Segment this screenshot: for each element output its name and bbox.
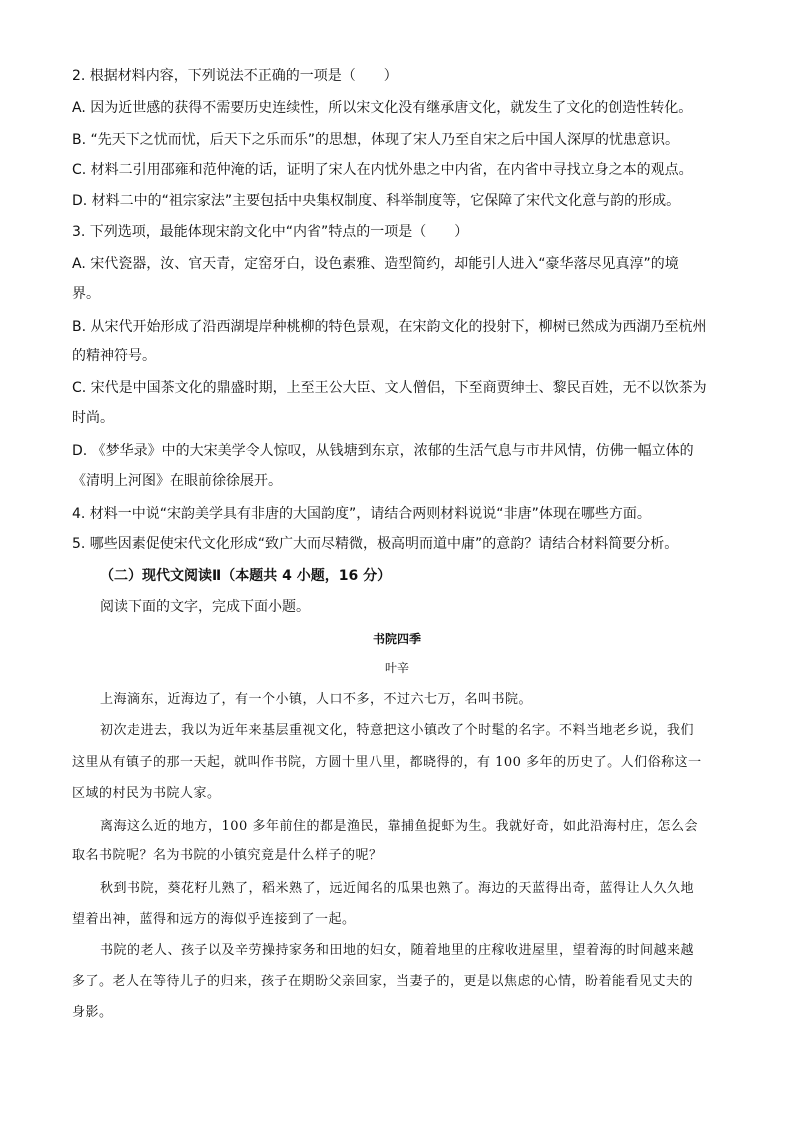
story-author: 叶辛	[384, 661, 409, 675]
question-2-option-c: C. 材料二引用邵雍和范仲淹的话，证明了宋人在内忧外患之中内省，在内省中寻找立身之本的观点。	[72, 162, 693, 178]
story-paragraph-1: 上海滴东，近海边了，有一个小镇，人口不多，不过六七万，名叫书院。	[100, 692, 533, 707]
question-3-option-d-cont: 《清明上河图》在眼前徐徐展开。	[72, 473, 282, 489]
story-paragraph-5-cont: 身影。	[72, 1005, 113, 1020]
story-title: 书院四季	[372, 632, 421, 646]
story-paragraph-4: 秋到书院，葵花籽儿熟了，稻米熟了，远近闻名的瓜果也熟了。海边的天蓝得出奇，蓝得让人久久地	[100, 881, 695, 896]
question-3-option-b-cont: 的精神符号。	[72, 348, 156, 364]
question-2-stem: 2. 根据材料内容，下列说法不正确的一项是（ ）	[72, 68, 398, 84]
question-3-option-a-cont: 界。	[72, 286, 100, 302]
question-5: 5. 哪些因素促使宋代文化形成“致广大而尽精微，极高明而道中庸”的意韵？请结合材料简要分析。	[72, 536, 679, 552]
question-3-option-d: D. 《梦华录》中的大宋美学令人惊叹，从钱塘到东京，浓郁的生活气息与市井风情，仿佛一幅立体的	[72, 443, 694, 459]
story-paragraph-5: 书院的老人、孩子以及辛劳操持家务和田地的妇女，随着地里的庄稼收进屋里，望着海的时间越来越	[100, 943, 695, 958]
question-3-option-c-cont: 时尚。	[72, 410, 114, 426]
question-3-option-b: B. 从宋代开始形成了沿西湖堤岸种桃柳的特色景观，在宋韵文化的投射下，柳树已然成为西湖乃至杭州	[72, 319, 707, 335]
question-3-stem: 3. 下列选项，最能体现宋韵文化中“内省”特点的一项是（ ）	[72, 224, 469, 240]
story-paragraph-2: 初次走进去，我以为近年来基层重视文化，特意把这小镇改了个时髦的名字。不料当地老乡说，我们	[100, 723, 695, 738]
question-2-option-b: B. “先天下之忧而忧，后天下之乐而乐”的思想，体现了宋人乃至自宋之后中国人深厚的忧患意识。	[72, 132, 680, 148]
question-2-option-d: D. 材料二中的“祖宗家法”主要包括中央集权制度、科举制度等，它保障了宋代文化意与韵的形成。	[72, 193, 681, 209]
question-3-option-a: A. 宋代瓷器，汝、官天青，定窑牙白，设色素雅、造型简约，却能引人进入“豪华落尽见真淳”的境	[72, 256, 679, 272]
story-paragraph-2-cont: 这里从有镇子的那一天起，就叫作书院，方圆十里八里，都晓得的，有 100 多年的历史了。人们俗称这一	[72, 755, 702, 770]
section-instruction: 阅读下面的文字，完成下面小题。	[100, 599, 310, 615]
question-2-option-a: A. 因为近世感的获得不需要历史连续性，所以宋文化没有继承唐文化，就发生了文化的创造性转化。	[72, 100, 693, 116]
question-4: 4. 材料一中说“宋韵美学具有非唐的大国韵度”，请结合两则材料说说“非唐”体现在哪些方面。	[72, 506, 651, 522]
story-paragraph-3-cont: 取名书院呢？名为书院的小镇究竟是什么样子的呢？	[72, 848, 383, 863]
story-paragraph-2-cont: 区域的村民为书院人家。	[72, 786, 221, 801]
story-paragraph-4-cont: 望着出神，蓝得和远方的海似乎连接到了一起。	[72, 912, 356, 927]
question-3-option-c: C. 宋代是中国茶文化的鼎盛时期，上至王公大臣、文人僧侣，下至商贾绅士、黎民百姓，无不以饮茶为	[72, 380, 707, 396]
story-paragraph-5-cont: 多了。老人在等待儿子的归来，孩子在期盼父亲回家，当妻子的，更是以焦虑的心情，盼着能看见丈夫的	[72, 974, 694, 989]
story-paragraph-3: 离海这么近的地方，100 多年前住的都是渔民，靠捕鱼捉虾为生。我就好奇，如此沿海村庄，怎么会	[100, 819, 698, 834]
section-heading: （二）现代文阅读Ⅱ（本题共 4 小题，16 分）	[100, 568, 392, 584]
